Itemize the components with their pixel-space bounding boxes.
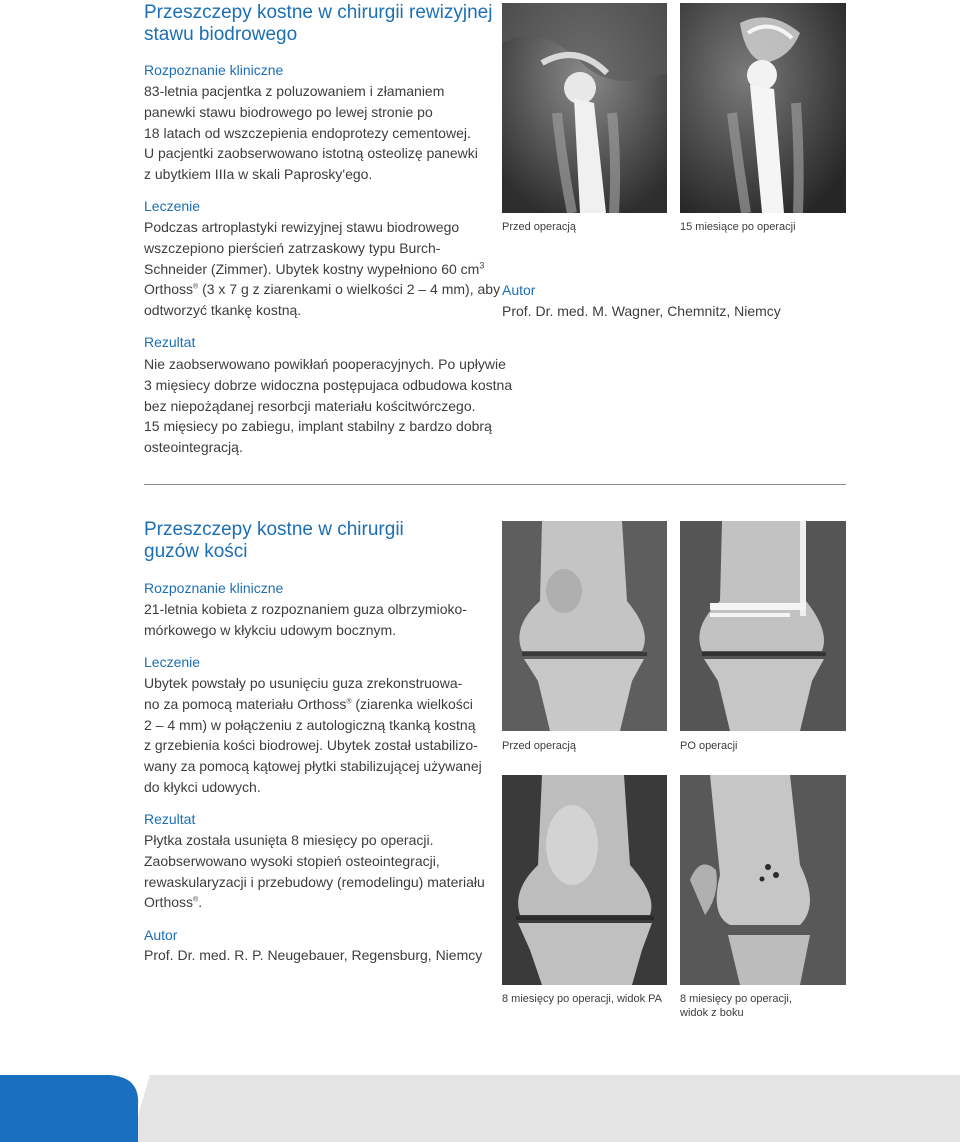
text-line: Zaobserwowano wysoki stopień osteointegracji, [144,852,440,869]
section2-title-line1: Przeszczepy kostne w chirurgii [144,519,404,540]
registered-mark: ® [346,698,352,706]
text-line: z ubytkiem IIIa w skali Paprosky'ego. [144,166,373,183]
text-line: wszczepiono pierścień zatrzaskowy typu Burch- [144,239,441,256]
text-line: rewaskularyzacji i przebudowy (remodelingu) materiału [144,873,485,890]
text-line: 18 latach od wszczepienia endoprotezy cementowej. [144,124,471,141]
knee-xray-po-image [680,521,846,731]
text-line: osteointegracją. [144,439,243,456]
text-segment: Orthoss [144,894,194,911]
section2-treatment-text [144,673,494,798]
text-line: 15 mięsiecy po zabiegu, implant stabilny z bardzo dobrą [144,418,492,435]
hip-xray-after-image [680,3,846,213]
section2-title [144,519,484,563]
text-segment: Orthoss [144,281,194,298]
text-line: Nie zaobserwowano powikłań pooperacyjnych. Po upływie [144,356,506,372]
section1-treatment-heading: Leczenie [144,198,201,214]
registered-mark: ® [193,896,199,904]
text-segment: (3 x 7 g z ziarenkami o wielkości 2 – 4 mm), aby [198,281,501,298]
text-segment: Schneider (Zimmer). Ubytek kostny wypełniono 60 cm [144,260,480,277]
footer-band [0,1075,960,1142]
text-line: 2 – 4 mm) w połączeniu z autologiczną tkanką kostną [144,716,476,733]
footer-blue-shape [0,1075,138,1142]
knee-side-caption [680,992,792,1020]
hip-xray-before-image [502,3,667,213]
text-line [144,259,504,280]
text-line [144,279,504,300]
text-segment: (ziarenka wielkości [351,695,473,712]
text-line: panewki stawu biodrowego po lewej stronie po [144,103,433,120]
section1-title-line1: Przeszczepy kostne w chirurgii rewizyjnej [144,2,493,23]
knee-po-caption: PO operacji [680,740,738,752]
section1-diagnosis-heading: Rozpoznanie kliniczne [144,62,284,78]
section1-treatment-text [144,217,504,321]
section2-author-name: Prof. Dr. med. R. P. Neugebauer, Regensburg, Niemcy [144,947,483,963]
text-line: mórkowego w kłykciu udowym bocznym. [144,621,397,638]
text-segment: no za pomocą materiału Orthoss [144,695,347,712]
knee-xray-side-image [680,775,846,985]
text-line: bez niepożądanej resorbcji materiału kościtwórczego. [144,397,476,414]
text-line: Płytka została usunięta 8 miesięcy po operacji. [144,832,434,848]
caption-line: widok z boku [680,1007,744,1019]
section1-author-name: Prof. Dr. med. M. Wagner, Chemnitz, Niemcy [502,303,781,319]
footer-gray-shape [130,1075,960,1142]
section1-author-heading: Autor [502,282,536,298]
section2-diagnosis-text [144,599,494,641]
section1-title-line2: stawu biodrowego [144,24,298,45]
section-divider [144,484,846,485]
text-line [144,694,494,715]
text-line: 3 mięsiecy dobrze widoczna postępujaca odbudowa kostna [144,376,513,393]
text-segment: . [198,894,203,911]
section2-result-heading: Rezultat [144,811,196,827]
text-line: 83-letnia pacjentka z poluzowaniem i złamaniem [144,83,445,99]
text-line: U pacjentki zaobserwowano istotną osteolizę panewki [144,145,478,162]
section2-author-heading: Autor [144,927,178,943]
section2-treatment-heading: Leczenie [144,654,201,670]
text-line: z grzebienia kości biodrowej. Ubytek został ustabilizo- [144,737,478,754]
hip-after-caption: 15 miesiące po operacji [680,221,796,233]
text-line: Ubytek powstały po usunięciu guza zrekonstruowa- [144,675,463,691]
section2-diagnosis-heading: Rozpoznanie kliniczne [144,580,284,596]
section1-result-text [144,354,514,458]
section1-diagnosis-text [144,81,504,185]
section1-title [144,2,504,46]
text-line: wany za pomocą kątowej płytki stabilizującej używanej [144,758,482,775]
text-line [144,892,494,913]
knee-xray-pa-image [502,775,667,985]
registered-mark: ® [193,283,199,291]
text-line: 21-letnia kobieta z rozpoznaniem guza olbrzymioko- [144,601,467,617]
section1-result-heading: Rezultat [144,334,196,350]
hip-before-caption: Przed operacją [502,221,576,233]
text-line: odtworzyć tkankę kostną. [144,302,302,319]
text-line: do kłykci udowych. [144,778,261,795]
text-line: Podczas artroplastyki rewizyjnej stawu biodrowego [144,219,460,235]
section2-result-text [144,830,494,913]
knee-xray-before-image [502,521,667,731]
knee-pa-caption: 8 miesięcy po operacji, widok PA [502,993,662,1005]
section2-title-line2: guzów kości [144,541,248,562]
knee-before-caption: Przed operacją [502,740,576,752]
superscript: 3 [479,259,485,270]
caption-line: 8 miesięcy po operacji, [680,993,792,1005]
